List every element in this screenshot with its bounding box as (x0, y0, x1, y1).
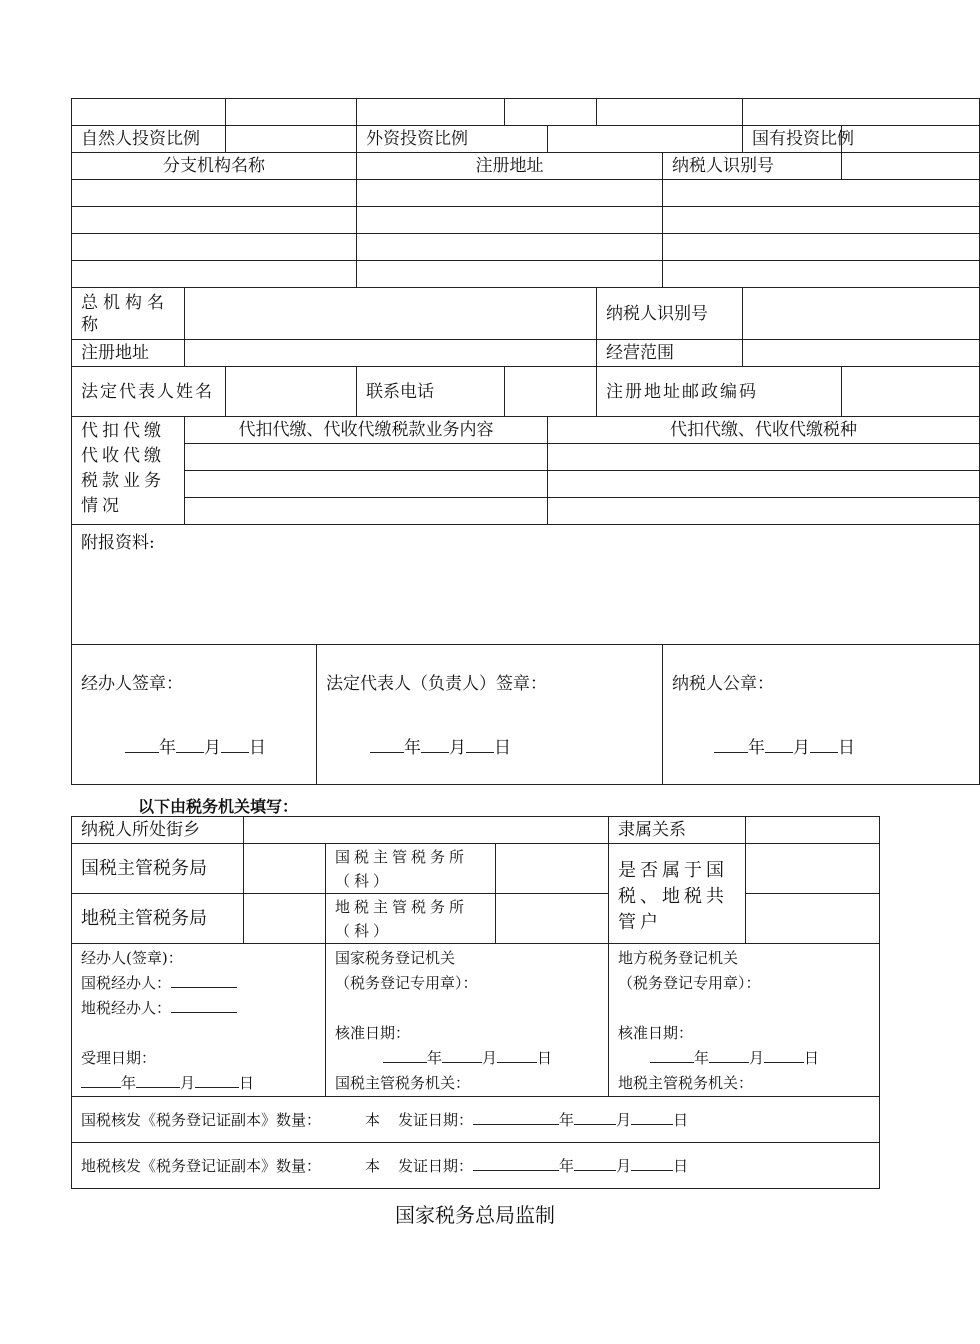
branch-tin-field[interactable] (663, 234, 980, 261)
withholding-section-label: 代扣代缴代收代缴税款业务情况 (72, 417, 185, 525)
year-blank[interactable] (383, 1048, 427, 1063)
natural-person-ratio-label: 自然人投资比例 (72, 126, 226, 153)
blank-cell[interactable] (226, 99, 357, 126)
blank-top-row (72, 99, 980, 126)
legal-rep-signature-date (326, 737, 662, 759)
withholding-content-field[interactable] (185, 498, 548, 525)
day-blank[interactable] (631, 1110, 673, 1125)
month-blank[interactable] (442, 1048, 482, 1063)
head-office-name-field[interactable] (185, 288, 597, 340)
national-handler-label: 国税经办人： (81, 974, 172, 992)
year-label: 年 (559, 1156, 575, 1175)
month-blank[interactable] (574, 1110, 616, 1125)
year-blank[interactable] (473, 1110, 559, 1125)
handler-row (72, 944, 880, 1097)
accept-date (81, 1071, 325, 1096)
legal-rep-row (72, 367, 980, 417)
year-label: 年 (559, 1110, 575, 1129)
agent-signature-cell[interactable] (72, 645, 317, 785)
agent-signature-label: 经办人签章： (81, 674, 183, 694)
month-label: 月 (793, 738, 810, 758)
national-approve-date-label: 核准日期： (335, 1024, 411, 1042)
branch-tin-header: 纳税人识别号 (663, 153, 842, 180)
local-office-field[interactable] (496, 894, 609, 944)
branch-tin-field[interactable] (663, 207, 980, 234)
national-copy-cell[interactable] (72, 1097, 880, 1143)
legal-rep-signature-label: 法定代表人（负责人）签章： (326, 674, 547, 694)
blank-cell[interactable] (72, 99, 226, 126)
blank-cell[interactable] (357, 99, 505, 126)
day-blank[interactable] (631, 1156, 673, 1171)
day-blank[interactable] (466, 738, 494, 753)
postal-code-field[interactable] (842, 367, 980, 417)
attachments-label: 附报资料: (81, 533, 155, 553)
subdistrict-row (72, 817, 880, 844)
month-label: 月 (616, 1110, 632, 1129)
affiliation-label: 隶属关系 (609, 817, 746, 844)
subdistrict-field[interactable] (244, 817, 609, 844)
accept-date-label: 受理日期： (81, 1049, 157, 1067)
taxpayer-seal-date (672, 737, 979, 759)
local-registration-label: 地方税务登记机关 (618, 949, 739, 967)
branch-tin-field[interactable] (663, 261, 980, 288)
head-office-address-row (72, 340, 980, 367)
day-blank[interactable] (810, 738, 838, 753)
year-blank[interactable] (714, 738, 748, 753)
blank-cell[interactable] (743, 99, 980, 126)
year-label: 年 (404, 738, 421, 758)
handler-cell[interactable] (72, 944, 326, 1097)
national-competent-label: 国税主管税务机关： (335, 1074, 471, 1092)
affiliation-field[interactable] (746, 817, 880, 844)
branch-row (72, 180, 980, 207)
national-copy-label: 国税核发《税务登记证副本》数量： (81, 1110, 322, 1129)
year-label: 年 (159, 738, 176, 758)
year-blank[interactable] (125, 738, 159, 753)
national-office-label: 国税主管税务所（科） (326, 844, 496, 894)
blank-cell[interactable] (597, 99, 743, 126)
local-seal-label: （税务登记专用章）： (618, 974, 761, 992)
withholding-content-field[interactable] (185, 444, 548, 471)
withholding-row (72, 471, 980, 498)
local-approve-date (618, 1046, 879, 1071)
branch-name-field[interactable] (72, 234, 357, 261)
month-label: 月 (482, 1049, 498, 1067)
branch-name-field[interactable] (72, 261, 357, 288)
day-label: 日 (673, 1110, 689, 1129)
day-label: 日 (537, 1049, 553, 1067)
month-blank[interactable] (176, 738, 204, 753)
taxpayer-seal-cell[interactable] (663, 645, 980, 785)
branch-row (72, 207, 980, 234)
branch-name-header: 分支机构名称 (72, 153, 357, 180)
head-office-address-field[interactable] (185, 340, 597, 367)
withholding-content-header: 代扣代缴、代收代缴税款业务内容 (185, 417, 548, 444)
taxpayer-seal-label: 纳税人公章： (672, 674, 774, 694)
day-label: 日 (494, 738, 511, 758)
national-registration-cell[interactable] (326, 944, 609, 1097)
local-copy-cell[interactable] (72, 1143, 880, 1189)
withholding-row (72, 444, 980, 471)
registration-form-upper (71, 98, 980, 785)
registration-form-lower (71, 816, 880, 1189)
copies-unit: 本 (365, 1110, 381, 1129)
national-office-field[interactable] (496, 844, 609, 894)
head-office-name-row (72, 288, 980, 340)
national-seal-label: （税务登记专用章）： (335, 974, 478, 992)
year-label: 年 (427, 1049, 443, 1067)
national-registration-label: 国家税务登记机关 (335, 949, 456, 967)
legal-rep-signature-cell[interactable] (317, 645, 663, 785)
day-blank[interactable] (764, 1048, 804, 1063)
withholding-content-field[interactable] (185, 471, 548, 498)
foreign-ratio-label: 外资投资比例 (357, 126, 548, 153)
local-registration-cell[interactable] (609, 944, 880, 1097)
branch-address-field[interactable] (357, 234, 663, 261)
attachments-field[interactable] (72, 525, 980, 645)
day-blank[interactable] (497, 1048, 537, 1063)
withholding-tax-type-field[interactable] (548, 471, 980, 498)
branch-address-field[interactable] (357, 261, 663, 288)
year-blank[interactable] (370, 738, 404, 753)
year-blank[interactable] (81, 1073, 121, 1088)
withholding-tax-type-header: 代扣代缴、代收代缴税种 (548, 417, 980, 444)
branch-row (72, 261, 980, 288)
month-blank[interactable] (421, 738, 449, 753)
issue-date-label: 发证日期： (398, 1110, 474, 1129)
local-handler-label: 地税经办人： (81, 999, 172, 1017)
local-bureau-field[interactable] (244, 894, 326, 944)
branch-row (72, 234, 980, 261)
handler-label: 经办人(签章)： (81, 949, 183, 967)
business-scope-label: 经营范围 (597, 340, 743, 367)
month-label: 月 (204, 738, 221, 758)
year-blank[interactable] (650, 1048, 694, 1063)
tax-authority-heading: 以下由税务机关填写： (138, 797, 299, 816)
month-label: 月 (180, 1074, 196, 1092)
national-bureau-field[interactable] (244, 844, 326, 894)
issue-date-label: 发证日期： (398, 1156, 474, 1175)
branch-header-row (72, 153, 980, 180)
state-ratio-field[interactable] (842, 126, 980, 153)
branch-tin-field[interactable] (663, 180, 980, 207)
national-approve-date (335, 1046, 608, 1071)
day-label: 日 (239, 1074, 255, 1092)
signature-row (72, 645, 980, 785)
day-label: 日 (673, 1156, 689, 1175)
withholding-tax-type-field[interactable] (548, 498, 980, 525)
month-blank[interactable] (709, 1048, 749, 1063)
month-blank[interactable] (574, 1156, 616, 1171)
head-office-name-label: 总机构名称 (72, 288, 185, 340)
local-handler-blank[interactable] (171, 998, 237, 1013)
withholding-header-row (72, 417, 980, 444)
branch-tin-header-extra (842, 153, 980, 180)
legal-rep-name-field[interactable] (226, 367, 357, 417)
day-label: 日 (838, 738, 855, 758)
local-copy-label: 地税核发《税务登记证副本》数量： (81, 1156, 322, 1175)
joint-management-field[interactable] (746, 844, 880, 894)
national-copy-row (72, 1097, 880, 1143)
month-label: 月 (616, 1156, 632, 1175)
head-office-tin-label: 纳税人识别号 (597, 288, 743, 340)
month-blank[interactable] (136, 1073, 180, 1088)
branch-name-field[interactable] (72, 207, 357, 234)
year-label: 年 (121, 1074, 137, 1092)
investment-ratio-row (72, 126, 980, 153)
head-office-tin-field[interactable] (743, 288, 980, 340)
year-label: 年 (694, 1049, 710, 1067)
agent-signature-date (81, 737, 316, 759)
day-label: 日 (804, 1049, 820, 1067)
local-handler-line (81, 996, 325, 1021)
subdistrict-label: 纳税人所处街乡 (72, 817, 244, 844)
joint-management-field-2[interactable] (746, 894, 880, 944)
head-office-address-label: 注册地址 (72, 340, 185, 367)
national-bureau-row (72, 844, 880, 894)
postal-code-label: 注册地址邮政编码 (597, 367, 842, 417)
day-label: 日 (249, 738, 266, 758)
branch-address-field[interactable] (357, 207, 663, 234)
attachments-row (72, 525, 980, 645)
local-bureau-row (72, 894, 880, 944)
month-label: 月 (449, 738, 466, 758)
phone-label: 联系电话 (357, 367, 505, 417)
phone-field[interactable] (505, 367, 597, 417)
withholding-row (72, 498, 980, 525)
day-blank[interactable] (221, 738, 249, 753)
month-blank[interactable] (765, 738, 793, 753)
blank-cell[interactable] (505, 99, 597, 126)
state-ratio-label: 国有投资比例 (743, 126, 842, 153)
business-scope-field[interactable] (743, 340, 980, 367)
branch-name-field[interactable] (72, 180, 357, 207)
local-bureau-label: 地税主管税务局 (72, 894, 244, 944)
national-bureau-label: 国税主管税务局 (72, 844, 244, 894)
day-blank[interactable] (195, 1073, 239, 1088)
withholding-tax-type-field[interactable] (548, 444, 980, 471)
local-office-label: 地税主管税务所（科） (326, 894, 496, 944)
local-copy-row (72, 1143, 880, 1189)
joint-management-label: 是否属于国税、地税共管户 (609, 844, 746, 944)
year-label: 年 (748, 738, 765, 758)
branch-address-field[interactable] (357, 180, 663, 207)
national-handler-blank[interactable] (171, 973, 237, 988)
legal-rep-name-label: 法定代表人姓名 (72, 367, 226, 417)
month-label: 月 (749, 1049, 765, 1067)
year-blank[interactable] (473, 1156, 559, 1171)
natural-person-ratio-field[interactable] (226, 126, 357, 153)
footer-supervisor: 国家税务总局监制 (395, 1203, 555, 1227)
foreign-ratio-field[interactable] (548, 126, 743, 153)
national-handler-line (81, 971, 325, 996)
local-competent-label: 地税主管税务机关： (618, 1074, 754, 1092)
local-approve-date-label: 核准日期： (618, 1024, 694, 1042)
copies-unit: 本 (365, 1156, 381, 1175)
branch-address-header: 注册地址 (357, 153, 663, 180)
